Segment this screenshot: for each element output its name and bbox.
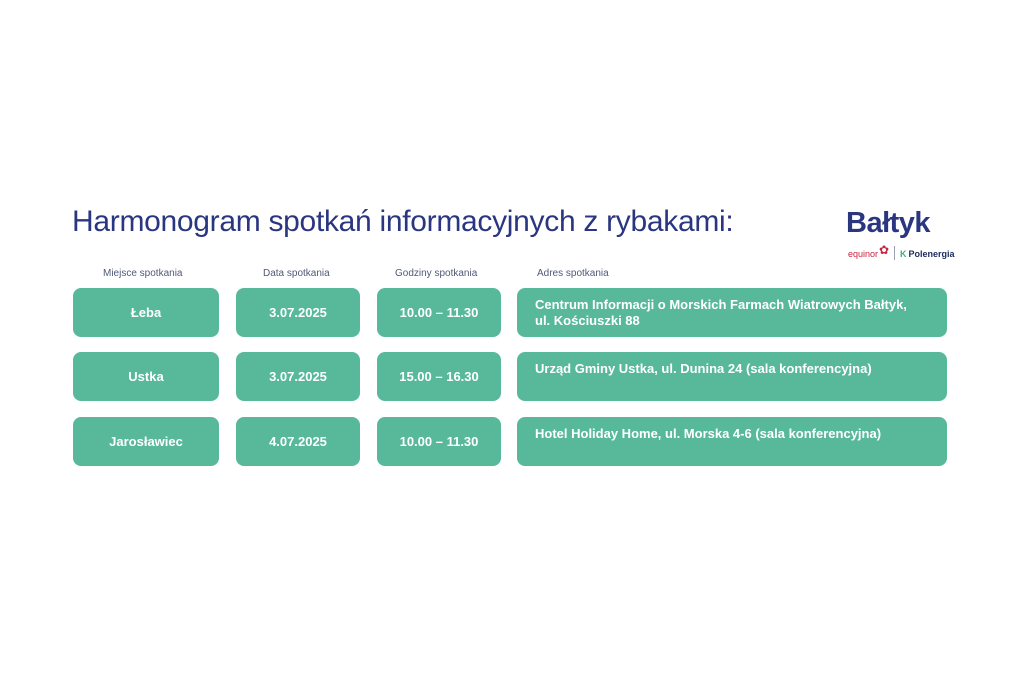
table-row-date: 4.07.2025 bbox=[236, 417, 360, 466]
equinor-logo: equinor bbox=[848, 249, 879, 259]
header-address: Adres spotkania bbox=[537, 268, 609, 279]
address-line-1: Hotel Holiday Home, ul. Morska 4-6 (sala konferencyjna) bbox=[535, 426, 882, 441]
table-row-date: 3.07.2025 bbox=[236, 352, 360, 401]
table-row-date: 3.07.2025 bbox=[236, 288, 360, 337]
table-row-address bbox=[517, 288, 947, 337]
table-row-place: Ustka bbox=[73, 352, 219, 401]
table-row-hours: 10.00 – 11.30 bbox=[377, 417, 501, 466]
address-line-2: ul. Kościuszki 88 bbox=[535, 313, 640, 328]
table-row-place: Jarosławiec bbox=[73, 417, 219, 466]
polenergia-label: Polenergia bbox=[908, 249, 955, 259]
table-row-address bbox=[517, 352, 947, 401]
logo-divider bbox=[894, 246, 895, 260]
address-line-1: Centrum Informacji o Morskich Farmach Wiatrowych Bałtyk, bbox=[535, 297, 907, 312]
page-title: Harmonogram spotkań informacyjnych z rybakami: bbox=[72, 205, 734, 238]
equinor-star-icon: ✿ bbox=[879, 243, 890, 257]
baltyk-logo bbox=[842, 207, 955, 267]
table-row-address bbox=[517, 417, 947, 466]
table-row-hours: 15.00 – 16.30 bbox=[377, 352, 501, 401]
address-line-1: Urząd Gminy Ustka, ul. Dunina 24 (sala konferencyjna) bbox=[535, 361, 872, 376]
polenergia-logo bbox=[900, 249, 955, 259]
table-row-hours: 10.00 – 11.30 bbox=[377, 288, 501, 337]
table-row-place: Łeba bbox=[73, 288, 219, 337]
polenergia-k-icon: K bbox=[900, 249, 907, 259]
logo-brand: Bałtyk bbox=[846, 207, 931, 239]
header-place: Miejsce spotkania bbox=[103, 268, 183, 279]
header-hours: Godziny spotkania bbox=[395, 268, 478, 279]
header-date: Data spotkania bbox=[263, 268, 330, 279]
